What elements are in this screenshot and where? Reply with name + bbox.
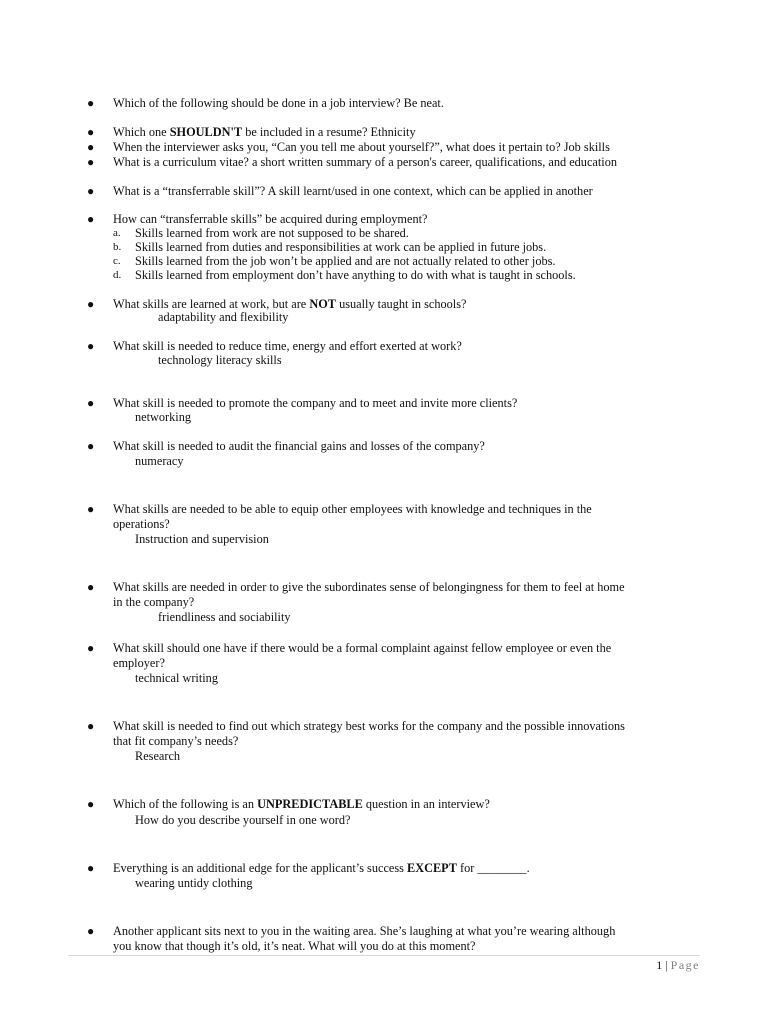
- option-a: Skills learned from work are not supposed to be shared.: [135, 226, 409, 240]
- question-text: be included in a resume? Ethnicity: [242, 125, 416, 139]
- bullet-icon: ●: [87, 719, 95, 733]
- option-marker: a.: [113, 227, 121, 239]
- question-12-line-1: What skills are needed in order to give the subordinates sense of belongingness for them to feel at home: [113, 580, 625, 594]
- option-marker: c.: [113, 255, 121, 267]
- answer-12: friendliness and sociability: [158, 610, 291, 624]
- question-text: What skills are learned at work, but are: [113, 297, 310, 311]
- question-text: usually taught in schools?: [336, 297, 467, 311]
- bullet-icon: ●: [87, 96, 95, 110]
- question-13-line-2: employer?: [113, 656, 165, 670]
- footer-separator: |: [665, 958, 668, 972]
- answer-15: How do you describe yourself in one word?: [135, 813, 351, 827]
- question-text: Which of the following is an: [113, 797, 258, 811]
- option-marker: b.: [113, 241, 122, 253]
- question-11-line-1: What skills are needed to be able to equip other employees with knowledge and techniques in the: [113, 502, 592, 516]
- bullet-icon: ●: [87, 155, 95, 169]
- bullet-icon: ●: [87, 396, 95, 410]
- emphasis-text: SHOULDN'T: [169, 125, 243, 139]
- question-14-line-2: that fit company’s needs?: [113, 734, 239, 748]
- answer-9: networking: [135, 410, 192, 424]
- question-9: What skill is needed to promote the company and to meet and invite more clients?: [113, 396, 518, 410]
- page-label: Page: [670, 958, 700, 972]
- bullet-icon: ●: [87, 797, 95, 811]
- question-2: [113, 125, 416, 140]
- bullet-icon: ●: [87, 140, 95, 154]
- answer-10: numeracy: [135, 454, 184, 468]
- question-10: What skill is needed to audit the financial gains and losses of the company?: [113, 439, 485, 453]
- bullet-icon: ●: [87, 339, 95, 353]
- question-text: Which one: [113, 125, 170, 139]
- bullet-icon: ●: [87, 297, 95, 311]
- bullet-icon: ●: [87, 125, 95, 139]
- question-15: [113, 797, 490, 812]
- question-text: Everything is an additional edge for the applicant’s success: [113, 861, 408, 875]
- question-4: What is a curriculum vitae? a short written summary of a person's career, qualifications, and education: [113, 155, 618, 169]
- bullet-icon: ●: [87, 212, 95, 226]
- answer-13: technical writing: [135, 671, 218, 685]
- option-b: Skills learned from duties and responsibilities at work can be applied in future jobs.: [135, 240, 547, 254]
- bullet-icon: ●: [87, 580, 95, 594]
- question-13-line-1: What skill should one have if there would be a formal complaint against fellow employee or even the: [113, 641, 612, 655]
- question-3: When the interviewer asks you, “Can you tell me about yourself?”, what does it pertain to? Job skills: [113, 140, 610, 154]
- option-marker: d.: [113, 269, 122, 281]
- question-16: [113, 861, 530, 876]
- question-17-line-2: you know that though it’s old, it’s neat. What will you do at this moment?: [113, 939, 476, 953]
- option-c: Skills learned from the job won’t be applied and are not actually related to other jobs.: [135, 254, 556, 268]
- footer-divider: [68, 955, 700, 956]
- question-1: Which of the following should be done in a job interview? Be neat.: [113, 96, 444, 110]
- question-6: How can “transferrable skills” be acquired during employment?: [113, 212, 428, 226]
- emphasis-text: UNPREDICTABLE: [257, 797, 363, 811]
- question-5: What is a “transferrable skill”? A skill learnt/used in one context, which can be applied in another: [113, 184, 593, 198]
- bullet-icon: ●: [87, 861, 95, 875]
- question-8: What skill is needed to reduce time, energy and effort exerted at work?: [113, 339, 462, 353]
- question-11-line-2: operations?: [113, 517, 170, 531]
- question-14-line-1: What skill is needed to find out which strategy best works for the company and the possible innovations: [113, 719, 625, 733]
- emphasis-text: NOT: [309, 297, 336, 311]
- answer-11: Instruction and supervision: [135, 532, 269, 546]
- question-17-line-1: Another applicant sits next to you in the waiting area. She’s laughing at what you’re wearing although: [113, 924, 616, 938]
- question-text: for ________.: [456, 861, 530, 875]
- bullet-icon: ●: [87, 641, 95, 655]
- page-number: 1: [656, 958, 663, 972]
- answer-8: technology literacy skills: [158, 353, 282, 367]
- answer-7: adaptability and flexibility: [158, 310, 289, 324]
- page-footer: [656, 958, 700, 973]
- bullet-icon: ●: [87, 502, 95, 516]
- question-text: question in an interview?: [362, 797, 490, 811]
- question-12-line-2: in the company?: [113, 595, 195, 609]
- emphasis-text: EXCEPT: [407, 861, 457, 875]
- answer-14: Research: [135, 749, 181, 763]
- bullet-icon: ●: [87, 184, 95, 198]
- answer-16: wearing untidy clothing: [135, 876, 253, 890]
- bullet-icon: ●: [87, 924, 95, 938]
- option-d: Skills learned from employment don’t have anything to do with what is taught in schools.: [135, 268, 576, 282]
- bullet-icon: ●: [87, 439, 95, 453]
